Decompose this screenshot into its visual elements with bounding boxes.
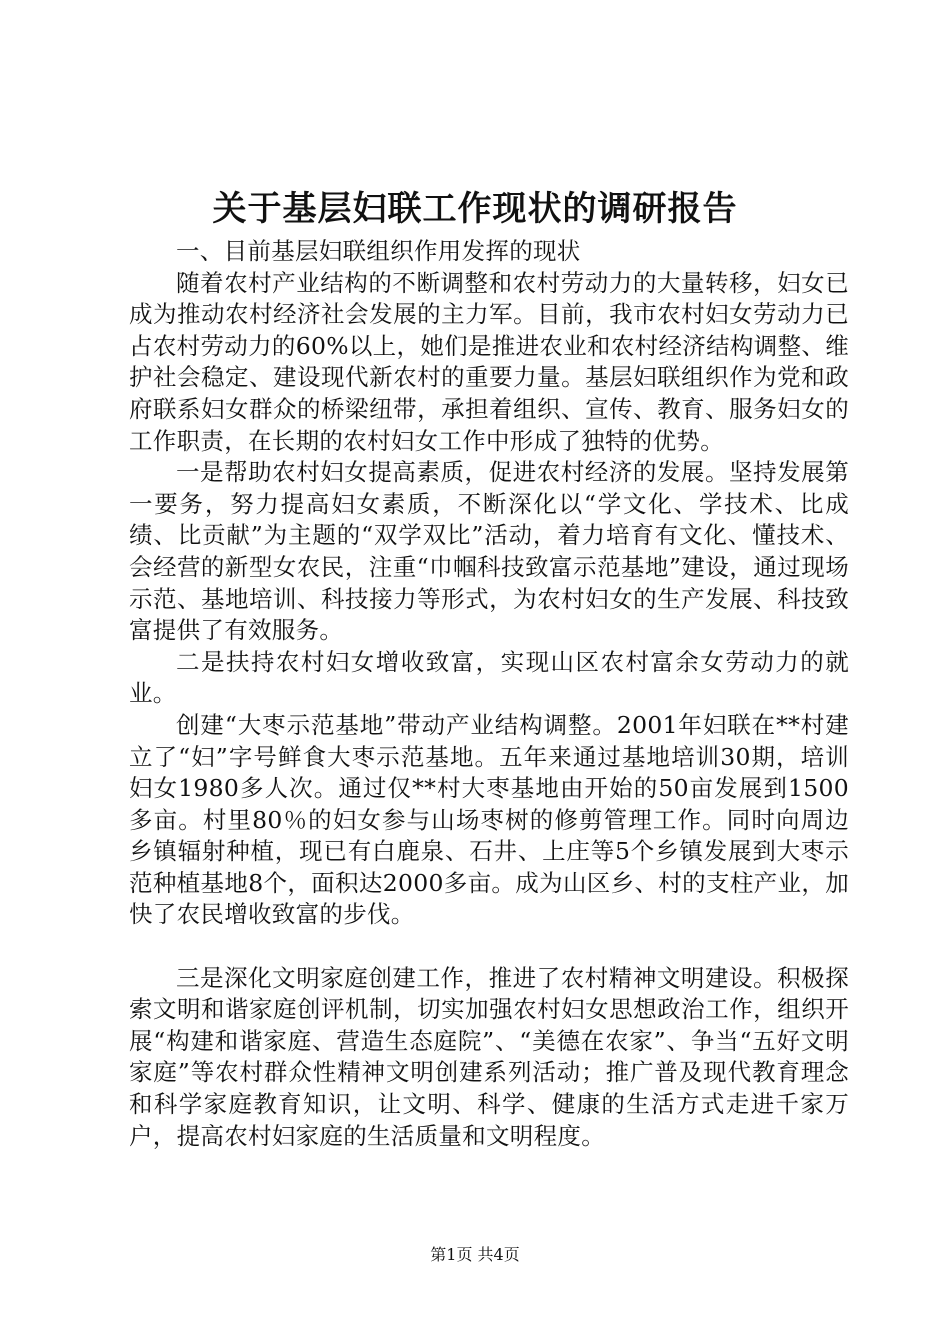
paragraph-jujube-base: 创建“大枣示范基地”带动产业结构调整。2001年妇联在**村建立了“妇”字号鲜食大枣示范基地。五年来通过基地培训30期，培训妇女1980多人次。通过仅**村大枣基地由开始的50亩发展到1500多亩。村里80％的妇女参与山场枣树的修剪管理工作。同时向周边乡镇辐射种植，现已有白鹿泉、石井、上庄等5个乡镇发展到大枣示范种植基地8个，面积达2000多亩。成为山区乡、村的支柱产业，加快了农民增收致富的步伐。 bbox=[129, 710, 849, 929]
section-heading: 一、目前基层妇联组织作用发挥的现状 bbox=[176, 237, 581, 265]
document-body bbox=[129, 236, 849, 1152]
page-footer: 第1页 共4页 bbox=[430, 1245, 520, 1264]
document-title: 关于基层妇联工作现状的调研报告 bbox=[212, 189, 738, 229]
paragraph-point-one: 一是帮助农村妇女提高素质，促进农村经济的发展。坚持发展第一要务，努力提高妇女素质，不断深化以“学文化、学技术、比成绩、比贡献”为主题的“双学双比”活动，着力培育有文化、懂技术、会经营的新型女农民，注重“巾帼科技致富示范基地”建设，通过现场示范、基地培训、科技接力等形式，为农村妇女的生产发展、科技致富提供了有效服务。 bbox=[129, 458, 849, 645]
paragraph-intro: 随着农村产业结构的不断调整和农村劳动力的大量转移，妇女已成为推动农村经济社会发展的主力军。目前，我市农村妇女劳动力已占农村劳动力的60%以上，她们是推进农业和农村经济结构调整、维护社会稳定、建设现代新农村的重要力量。基层妇联组织作为党和政府联系妇女群众的桥梁纽带，承担着组织、宣传、教育、服务妇女的工作职责，在长期的农村妇女工作中形成了独特的优势。 bbox=[129, 268, 849, 455]
paragraph-point-two: 二是扶持农村妇女增收致富，实现山区农村富余女劳动力的就业。 bbox=[129, 647, 849, 708]
paragraph-point-three: 三是深化文明家庭创建工作，推进了农村精神文明建设。积极探索文明和谐家庭创评机制，切实加强农村妇女思想政治工作，组织开展“构建和谐家庭、营造生态庭院”、“美德在农家”、争当“五好文明家庭”等农村群众性精神文明创建系列活动；推广普及现代教育理念和科学家庭教育知识，让文明、科学、健康的生活方式走进千家万户，提高农村妇家庭的生活质量和文明程度。 bbox=[129, 963, 849, 1150]
